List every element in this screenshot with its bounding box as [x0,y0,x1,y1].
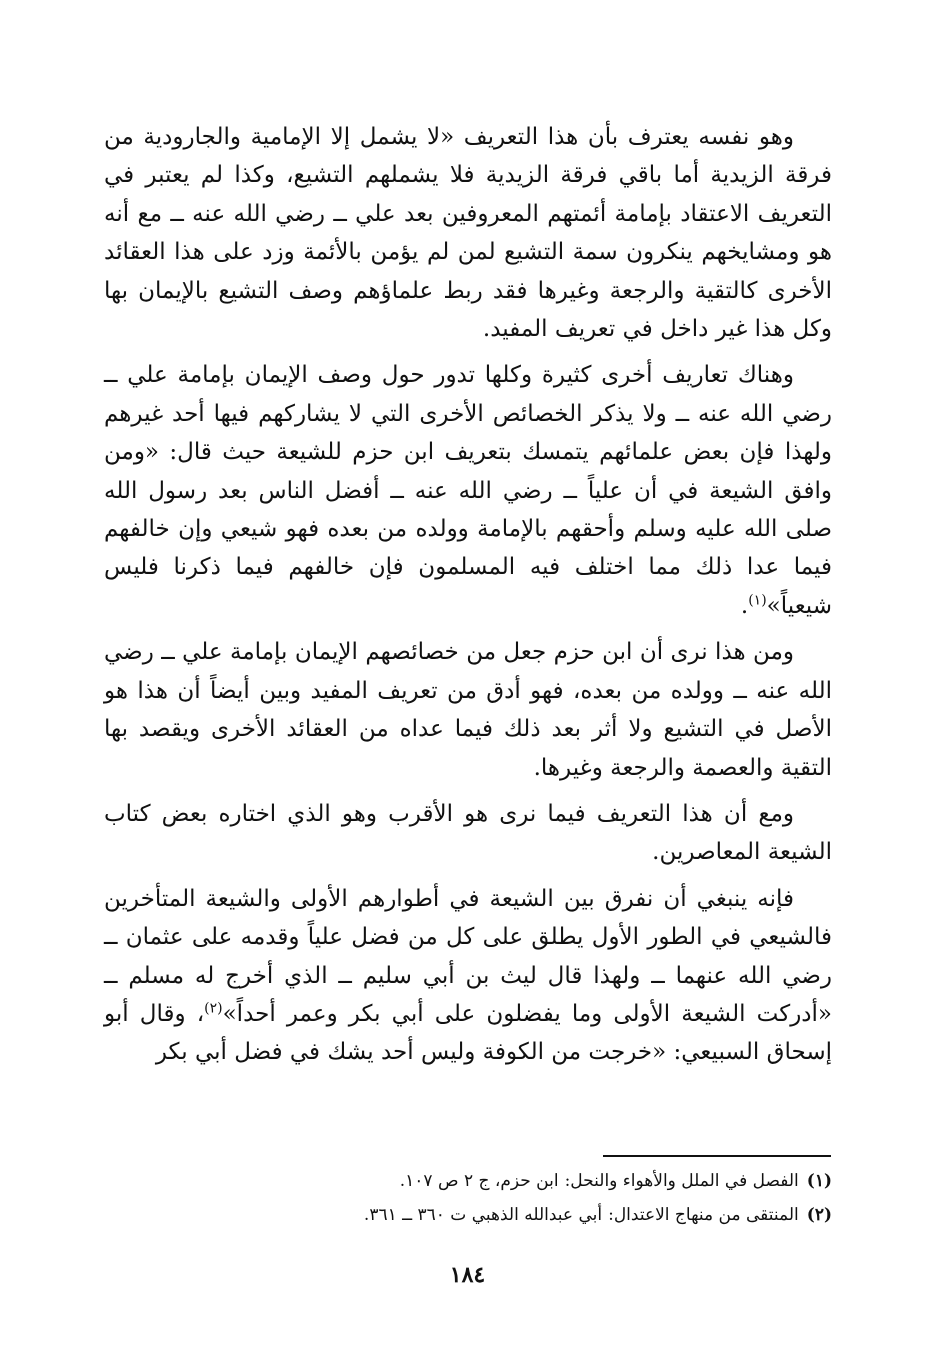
paragraph-5-continuation: وقال أبو إسحاق السبيعي: «خرجت من الكوفة وليس أحد يشك في فضل أبي بكر [104,1000,832,1066]
main-text [104,118,832,1080]
footnote-ref-2[interactable]: (٢) [204,1000,223,1017]
footnote-1-reference: ابن حزم، ج ٢ ص ١٠٧. [399,1171,559,1191]
footnote-1 [104,1164,832,1198]
paragraph-5 [104,880,832,1072]
paragraph-5-end: ، [185,1000,205,1027]
footnote-1-title: الفصل في الملل والأهواء والنحل: [564,1171,799,1191]
paragraph-4 [104,795,832,872]
footnote-2-title: المنتقى من منهاج الاعتدال: [608,1205,799,1225]
footnote-ref-1[interactable]: (١) [748,592,767,609]
paragraph-2 [104,356,832,625]
footnotes [104,1164,832,1232]
paragraph-1 [104,118,832,348]
page-number: ١٨٤ [449,1262,486,1288]
footnote-1-number: (١) [806,1171,832,1191]
footnote-separator [603,1155,831,1157]
paragraph-2-text: وهناك تعاريف أخرى كثيرة وكلها تدور حول وصف الإيمان بإمامة علي ــ رضي الله عنه ــ ولا يذكر الخصائص الأخرى التي لا يشاركهم فيها أحد غيرهم ولهذا فإن بعض علمائهم يتمسك بتعريف ابن حزم للشيعة حيث قال: «ومن وافق الشيعة في أن علياً ــ رضي الله عنه ــ أفضل الناس بعد رسول الله صلى الله عليه وسلم وأحقهم بالإمامة وولده من بعده فهو شيعي وإن خالفهم فيما عدا ذلك مما اختلف فيه المسلمون فإن خالفهم فيما ذكرنا فليس شيعياً» [104,362,832,619]
paragraph-3 [104,633,832,787]
footnote-2-number: (٢) [806,1205,832,1225]
paragraph-1-text: وهو نفسه يعترف بأن هذا التعريف «لا يشمل إلا الإمامية والجارودية من فرقة الزيدية أما باقي فرقة الزيدية فلا يشملهم التشيع، وكذا لم يعتبر في التعريف الاعتقاد بإمامة أئمتهم المعروفين بعد علي ــ رضي الله عنه ــ مع أنه هو ومشايخهم ينكرون سمة التشيع لمن لم يؤمن بالأئمة وزد على هذا العقائد الأخرى كالتقية والرجعة وغيرها فقد ربط علماؤهم وصف التشيع بالإيمان بها وكل هذا غير داخل في تعريف المفيد. [104,124,832,343]
paragraph-3-text: ومن هذا نرى أن ابن حزم جعل من خصائصهم الإيمان بإمامة علي ــ رضي الله عنه ــ وولده من بعده، فهو أدق من تعريف المفيد وبين أيضاً أن هذا هو الأصل في التشيع ولا أثر بعد ذلك فيما عداه من العقائد الأخرى ويقصد بها التقية والعصمة والرجعة وغيرها. [104,639,832,781]
footnote-2 [104,1198,832,1232]
paragraph-2-end: . [740,592,749,619]
paragraph-5-text: فإنه ينبغي أن نفرق بين الشيعة في أطوارهم الأولى والشيعة المتأخرين فالشيعي في الطور الأول يطلق على كل من فضل علياً وقدمه على عثمان ــ رضي الله عنهما ــ ولهذا قال ليث بن أبي سليم ــ الذي أخرج له مسلم ــ «أدركت الشيعة الأولى وما يفضلون على أبي بكر وعمر أحداً» [104,885,833,1027]
footnote-2-reference: أبي عبدالله الذهبي ت ٣٦٠ ــ ٣٦١. [363,1205,603,1225]
paragraph-4-text: ومع أن هذا التعريف فيما نرى هو الأقرب وهو الذي اختاره بعض كتاب الشيعة المعاصرين. [104,800,832,866]
